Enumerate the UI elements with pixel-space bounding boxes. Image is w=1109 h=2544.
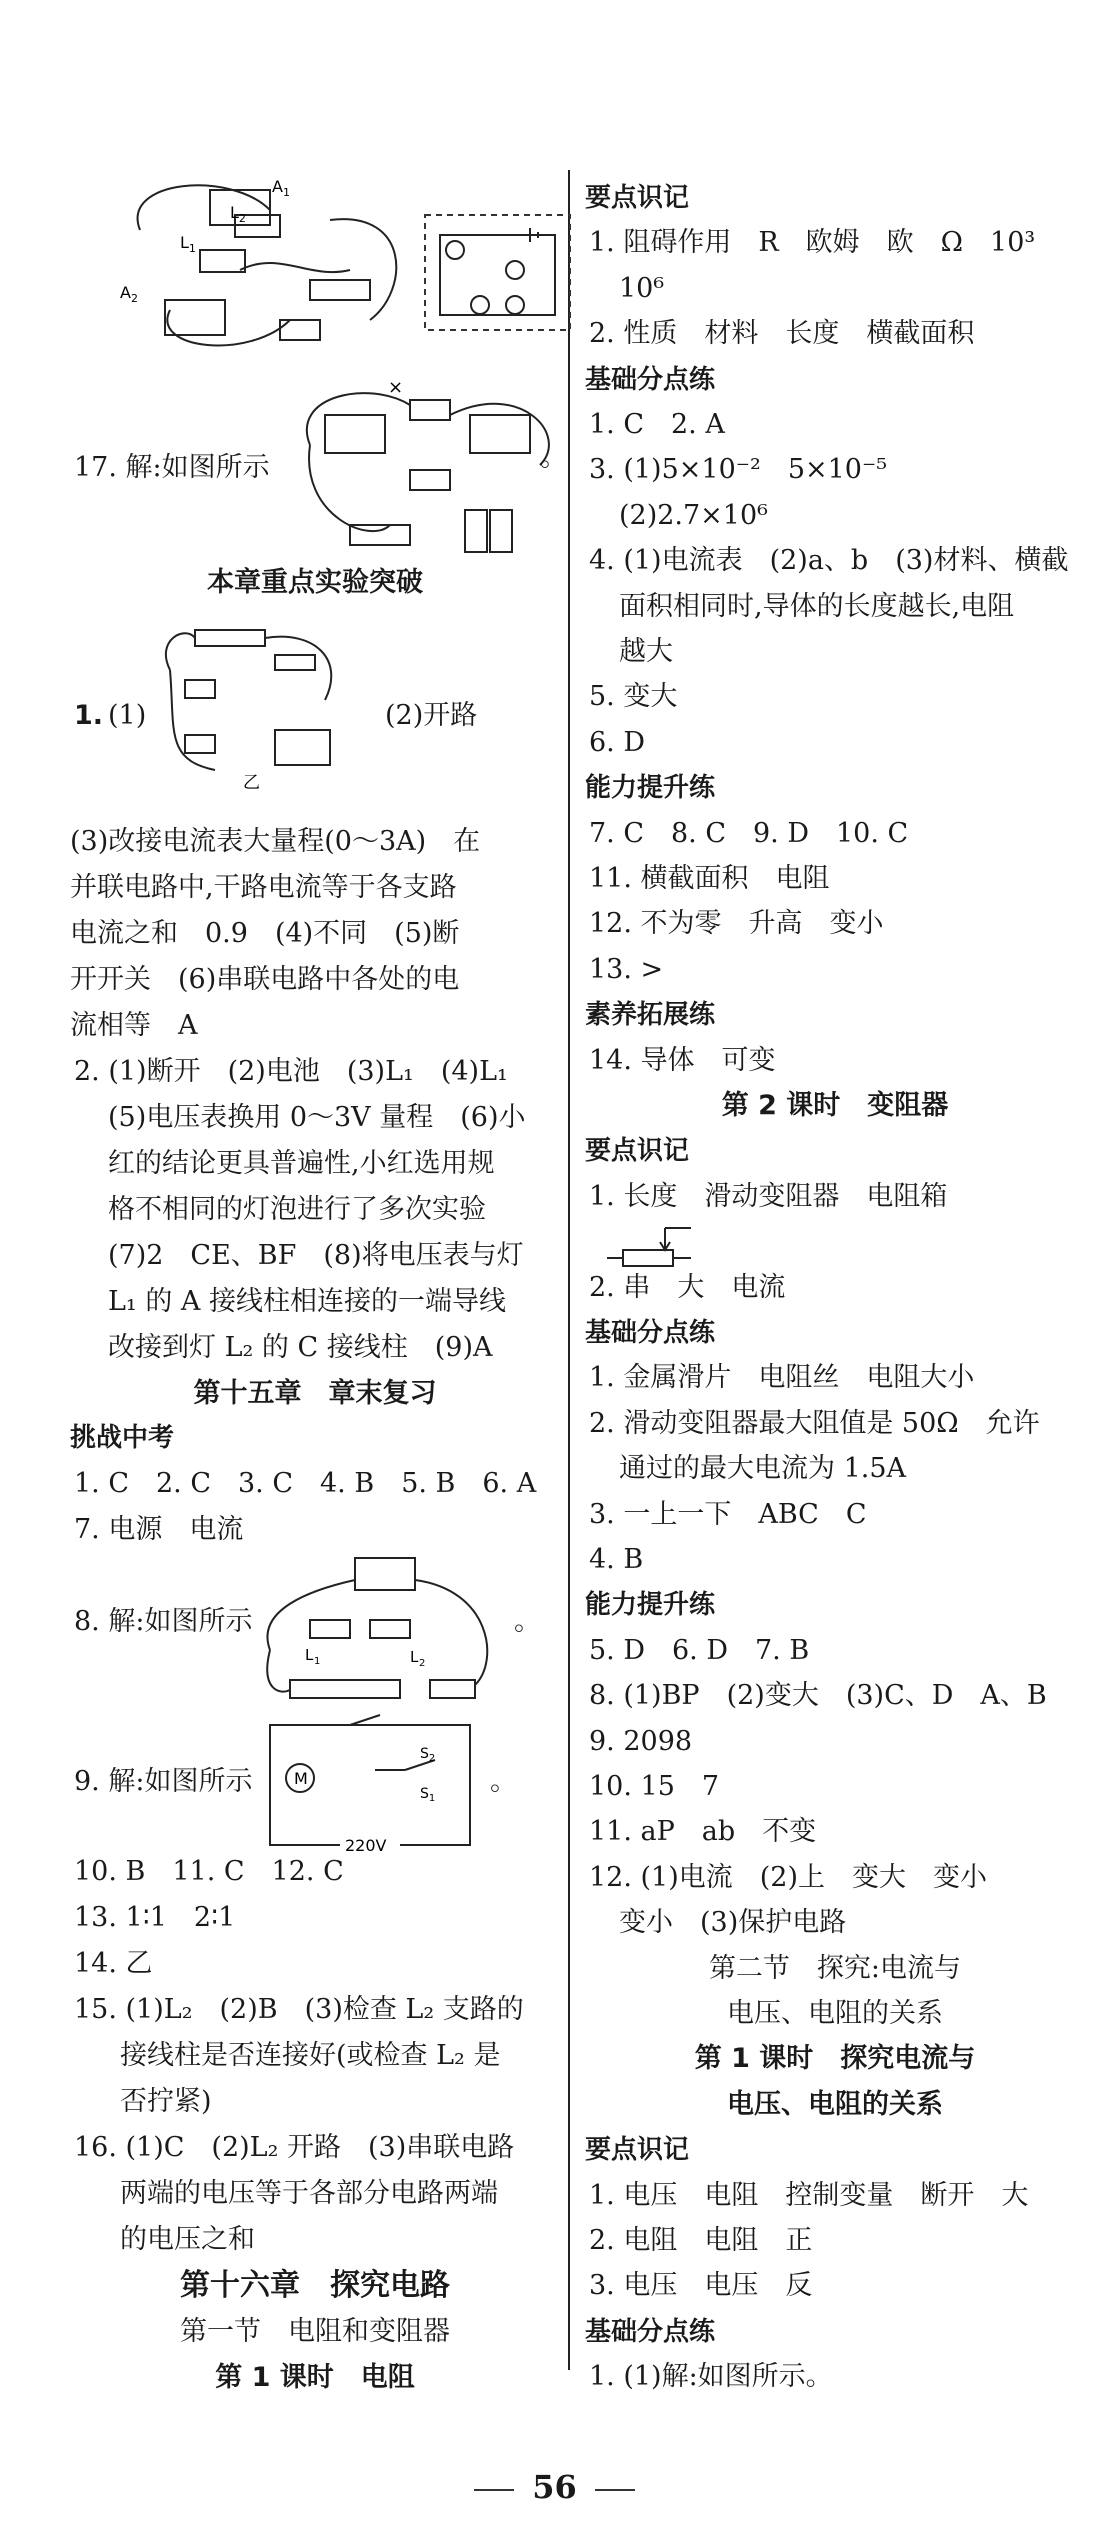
q16-line-1: 16. (1)C (2)L₂ 开路 (3)串联电路 [74,2132,515,2163]
right-line-4: 基础分点练 [585,364,716,395]
right-line-15: 11. 横截面积 电阻 [589,863,830,894]
q2-line-1: 2. (1)断开 (2)电池 (3)L₁ (4)L₁ [74,1056,508,1087]
challenge-row-7: 7. 电源 电流 [74,1514,244,1545]
heading-challenge: 挑战中考 [70,1423,175,1453]
section1-title: 第一节 电阻和变阻器 [180,2316,450,2347]
q15-line-3: 否拧紧) [120,2086,212,2117]
q2-line-5: (7)2 CE、BF (8)将电压表与灯 [108,1240,524,1271]
svg-text:×: × [388,377,404,398]
row-10: 10. B 11. C 12. C [74,1856,344,1887]
right-line-30: 4. B [589,1544,644,1575]
chapter15-review: 第十五章 章末复习 [193,1378,437,1409]
right-line-24: 2. 串 大 电流 [589,1271,786,1303]
right-line-0: 要点识记 [585,183,690,213]
fig-label-l2: $L_2$ [230,203,246,225]
circuit-figure-q9 [255,1710,485,1860]
page-number: 56 [0,2468,1109,2506]
right-line-40: 电压、电阻的关系 [727,1998,943,2029]
right-line-32: 5. D 6. D 7. B [589,1634,810,1666]
right-line-11: 5. 变大 [589,681,678,713]
right-line-10: 越大 [619,636,673,667]
row-13: 13. 1∶1 2∶1 [74,1902,236,1933]
svg-text:L: L [410,1648,419,1666]
right-line-1: 1. 阻碍作用 R 欧姆 欧 Ω 10³ [589,227,1036,259]
row-14: 14. 乙 [74,1948,153,1979]
right-line-26: 1. 金属滑片 电阻丝 电阻大小 [589,1362,975,1394]
right-line-48: 1. (1)解:如图所示。 [589,2361,833,2393]
right-line-44: 1. 电压 电阻 控制变量 断开 大 [589,2179,1029,2211]
circuit-figure-q8 [250,1550,510,1720]
right-line-47: 基础分点练 [585,2316,716,2347]
q1-part2: (2)开路 [385,700,478,731]
right-line-33: 8. (1)BP (2)变大 (3)C、D A、B [589,1680,1047,1712]
q2-line-2: (5)电压表换用 0～3V 量程 (6)小 [108,1102,526,1133]
right-line-6: 3. (1)5×10⁻² 5×10⁻⁵ [589,454,888,486]
right-line-35: 10. 15 7 [589,1771,720,1802]
q1-line-2: 并联电路中,干路电流等于各支路 [70,872,457,903]
svg-text:L: L [305,1646,314,1664]
rheostat-symbol [605,1220,695,1270]
q16-line-3: 的电压之和 [120,2224,255,2255]
q1-line-3: 电流之和 0.9 (4)不同 (5)断 [70,918,460,949]
q9-dot: 。 [490,1766,517,1797]
svg-text:2: 2 [419,1658,426,1669]
right-line-39: 第二节 探究:电流与 [708,1952,962,1984]
voltage-label: 220V [345,1836,387,1855]
q1-number: 1. [74,700,104,731]
q15-line-2: 接线柱是否连接好(或检查 L₂ 是 [120,2040,501,2071]
lesson1-title: 第 1 课时 电阻 [215,2362,415,2393]
q17-label: 17. 解:如图所示 [74,452,270,483]
right-line-31: 能力提升练 [585,1590,716,1621]
q8-label: 8. 解:如图所示 [74,1606,253,1637]
q1-part1: (1) [108,700,147,731]
right-line-19: 14. 导体 可变 [589,1044,776,1076]
right-line-36: 11. aP ab 不变 [589,1816,817,1848]
q2-line-3: 红的结论更具普遍性,小红选用规 [108,1148,495,1179]
right-line-13: 能力提升练 [585,773,716,804]
right-line-8: 4. (1)电流表 (2)a、b (3)材料、横截 [589,545,1069,577]
challenge-row-1: 1. C 2. C 3. C 4. B 5. B 6. A [74,1468,537,1499]
right-line-46: 3. 电压 电压 反 [589,2270,813,2302]
circuit-figure-q1 [155,620,355,790]
right-line-38: 变小 (3)保护电路 [619,1907,847,1939]
right-line-20: 第 2 课时 变阻器 [721,1090,949,1121]
svg-text:S1: $S_1$ [420,1786,436,1804]
svg-text:1: 1 [314,1656,321,1667]
right-line-43: 要点识记 [585,2135,690,2166]
fig-label-a1: $A_1$ [272,177,290,199]
q2-line-6: L₁ 的 A 接线柱相连接的一端导线 [108,1286,506,1317]
q1-line-4: 开开关 (6)串联电路中各处的电 [70,964,460,995]
right-line-28: 通过的最大电流为 1.5A [619,1453,907,1485]
right-line-25: 基础分点练 [585,1318,716,1348]
fig-label-l1: $L_1$ [180,233,196,255]
right-line-16: 12. 不为零 升高 变小 [589,908,884,940]
right-line-22: 1. 长度 滑动变阻器 电阻箱 [589,1180,948,1212]
right-line-9: 面积相同时,导体的长度越长,电阻 [619,590,1015,622]
fig-label-yi: 乙 [243,773,260,790]
right-line-45: 2. 电阻 电阻 正 [589,2225,813,2256]
q1-line-5: 流相等 A [70,1010,198,1041]
fig-label-a2: $A_2$ [120,283,138,305]
right-line-7: (2)2.7×10⁶ [619,499,768,531]
right-line-5: 1. C 2. A [589,409,725,440]
right-line-29: 3. 一上一下 ABC C [589,1498,867,1530]
right-line-2: 10⁶ [619,272,665,304]
section-experiment: 本章重点实验突破 [207,567,423,598]
q2-line-4: 格不相同的灯泡进行了多次实验 [108,1194,486,1225]
svg-text:S2: $S_2$ [420,1746,436,1764]
right-line-21: 要点识记 [585,1136,690,1167]
right-line-18: 素养拓展练 [585,1000,716,1031]
right-line-41: 第 1 课时 探究电流与 [694,2043,976,2075]
q1-line-1: (3)改接电流表大量程(0～3A) 在 [70,826,481,857]
q16-line-2: 两端的电压等于各部分电路两端 [120,2178,498,2209]
chapter16-title: 第十六章 探究电路 [180,2268,450,2303]
right-line-3: 2. 性质 材料 长度 横截面积 [589,318,975,350]
right-line-42: 电压、电阻的关系 [727,2088,943,2120]
right-line-27: 2. 滑动变阻器最大阻值是 50Ω 允许 [589,1407,1040,1439]
circuit-figure-top [110,170,580,370]
fig17-dot: 。 [540,442,567,473]
right-line-17: 13. > [589,953,664,985]
right-line-34: 9. 2098 [589,1725,693,1757]
q9-label: 9. 解:如图所示 [74,1766,253,1797]
right-line-14: 7. C 8. C 9. D 10. C [589,817,909,849]
q15-line-1: 15. (1)L₂ (2)B (3)检查 L₂ 支路的 [74,1994,524,2025]
right-line-12: 6. D [589,726,645,758]
motor-label: M [294,1769,308,1788]
right-line-37: 12. (1)电流 (2)上 变大 变小 [589,1861,988,1893]
q2-line-7: 改接到灯 L₂ 的 C 接线柱 (9)A [108,1332,493,1363]
q8-dot: 。 [514,1606,541,1637]
